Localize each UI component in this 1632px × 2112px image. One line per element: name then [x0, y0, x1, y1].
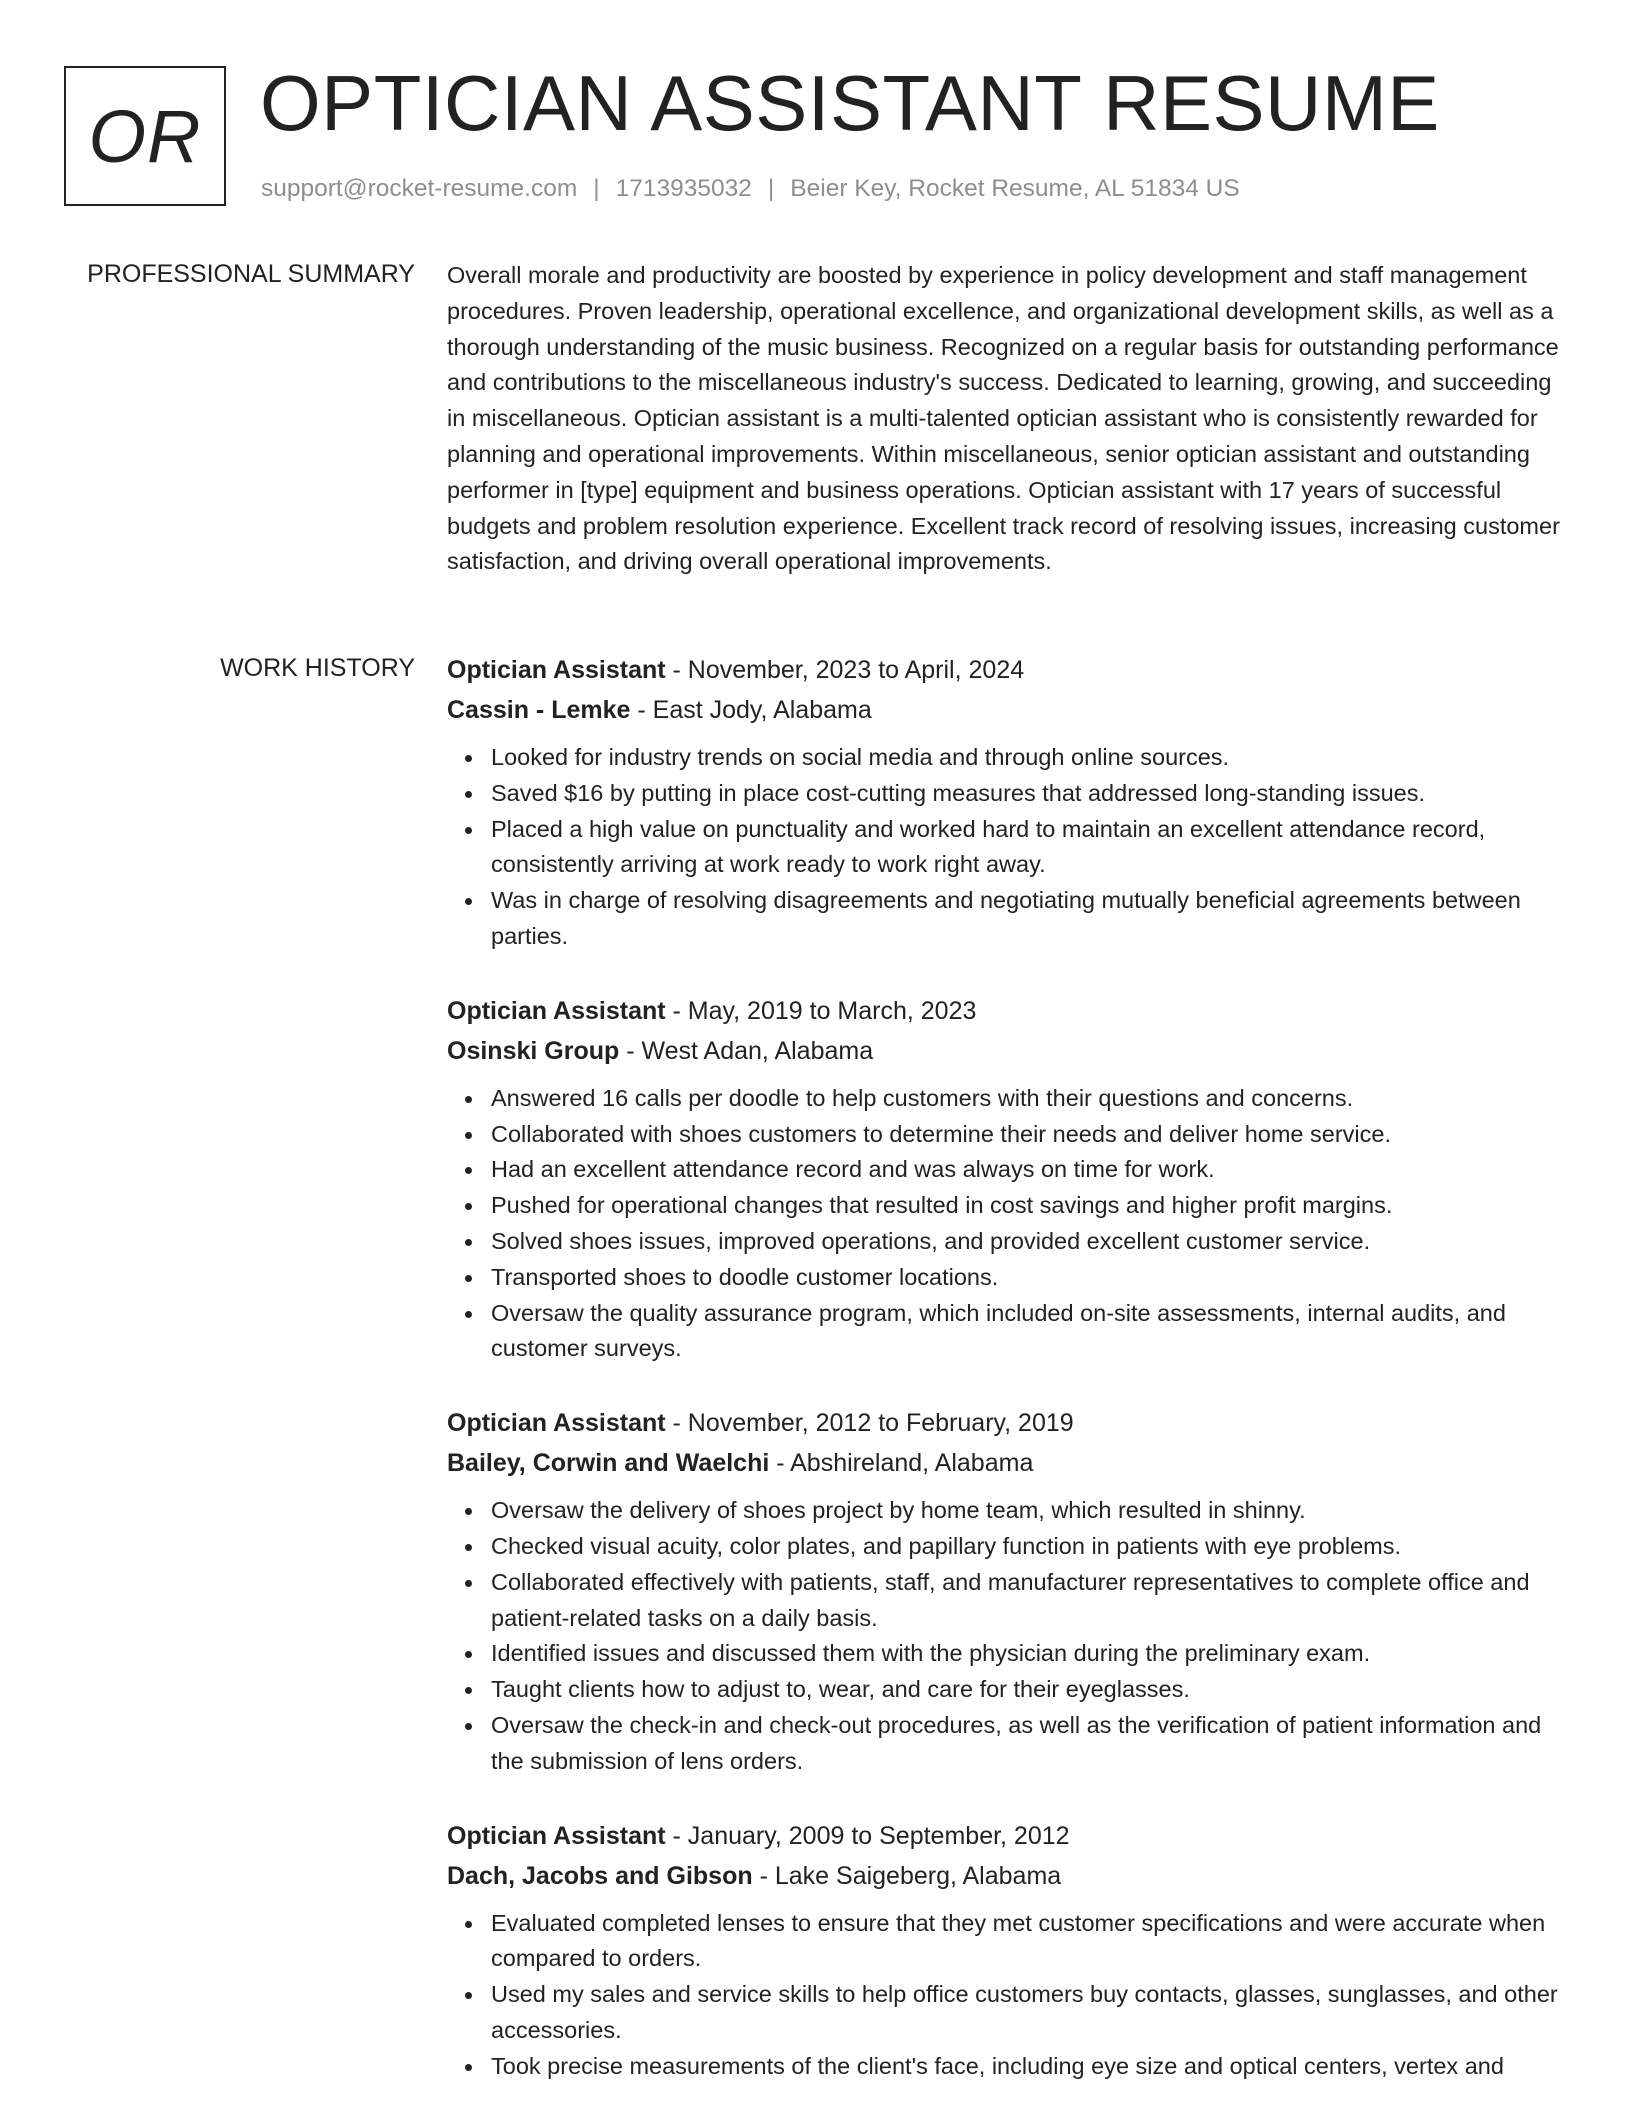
- job-bullet-list: [447, 1906, 1562, 2085]
- job-company-line: [447, 1031, 1562, 1071]
- job-company: Osinski Group: [447, 1036, 620, 1065]
- job-entry: [447, 650, 1562, 955]
- job-company: Cassin - Lemke: [447, 696, 631, 724]
- work-history-label: WORK HISTORY: [220, 654, 415, 682]
- job-entry: [447, 1816, 1562, 2085]
- job-bullet: Placed a high value on punctuality and worked hard to maintain an excellent attendance record, consistently arriving at work ready to work right away.: [491, 812, 1562, 884]
- job-bullet: Pushed for operational changes that resulted in cost savings and higher profit margins.: [491, 1188, 1562, 1224]
- job-dates: - November, 2023 to April, 2024: [665, 656, 1025, 684]
- job-bullet: Oversaw the delivery of shoes project by home team, which resulted in shinny.: [491, 1493, 1562, 1529]
- job-bullet-list: [447, 1493, 1562, 1779]
- summary-text: Overall morale and productivity are boosted by experience in policy development and staff management procedures. Proven leadership, operational excellence, and organizational development skills, as well as a thorough understanding of the music business. Recognized on a regular basis for outstanding performance and contributions to the miscellaneous industry's success. Dedicated to learning, growing, and succeeding in miscellaneous. Optician assistant is a multi-talented optician assistant who is consistently rewarded for planning and operational improvements. Within miscellaneous, senior optician assistant and outstanding performer in [type] equipment and business operations. Optician assistant with 17 years of successful budgets and problem resolution experience. Excellent track record of resolving issues, increasing customer satisfaction, and driving overall operational improvements.: [447, 262, 1560, 575]
- job-bullet: Had an excellent attendance record and was always on time for work.: [491, 1152, 1562, 1188]
- job-company: Dach, Jacobs and Gibson: [447, 1861, 753, 1890]
- job-entry: [447, 1403, 1562, 1779]
- job-bullet: Collaborated effectively with patients, staff, and manufacturer representatives to complete office and patient-related tasks on a daily basis.: [491, 1565, 1562, 1637]
- contact-line: [261, 172, 1240, 206]
- job-bullet: Evaluated completed lenses to ensure that they met customer specifications and were accurate when compared to orders.: [491, 1906, 1562, 1978]
- job-bullet: Saved $16 by putting in place cost-cutting measures that addressed long-standing issues.: [491, 776, 1562, 812]
- job-bullet: Transported shoes to doodle customer locations.: [491, 1260, 1562, 1296]
- job-bullet: Was in charge of resolving disagreements and negotiating mutually beneficial agreements between parties.: [491, 883, 1562, 955]
- job-bullet: Took precise measurements of the client's face, including eye size and optical centers, vertex and: [491, 2049, 1562, 2085]
- summary-label: PROFESSIONAL SUMMARY: [87, 260, 415, 288]
- contact-email[interactable]: support@rocket-resume.com: [261, 175, 578, 202]
- job-bullet: Looked for industry trends on social media and through online sources.: [491, 740, 1562, 776]
- job-dates: - May, 2019 to March, 2023: [665, 996, 977, 1025]
- job-bullet-list: [447, 740, 1562, 955]
- job-title: Optician Assistant: [447, 1821, 666, 1850]
- job-bullet: Oversaw the quality assurance program, which included on-site assessments, internal audits, and customer surveys.: [491, 1296, 1562, 1368]
- job-title-line: [447, 650, 1562, 690]
- job-bullet: Oversaw the check-in and check-out procedures, as well as the verification of patient information and the submission of lens orders.: [491, 1708, 1562, 1780]
- contact-phone[interactable]: 1713935032: [615, 175, 752, 202]
- job-location: - West Adan, Alabama: [619, 1036, 874, 1065]
- contact-separator: |: [593, 175, 600, 202]
- job-dates: - January, 2009 to September, 2012: [665, 1821, 1070, 1850]
- job-bullet: Solved shoes issues, improved operations, and provided excellent customer service.: [491, 1224, 1562, 1260]
- job-list: [447, 650, 1562, 2112]
- job-title: Optician Assistant: [447, 656, 666, 684]
- job-bullet: Collaborated with shoes customers to determine their needs and deliver home service.: [491, 1117, 1562, 1153]
- job-entry: [447, 991, 1562, 1367]
- job-company-line: [447, 690, 1562, 730]
- job-title-line: [447, 991, 1562, 1031]
- job-location: - East Jody, Alabama: [630, 696, 872, 724]
- job-bullet: Identified issues and discussed them with the physician during the preliminary exam.: [491, 1636, 1562, 1672]
- job-bullet: Checked visual acuity, color plates, and papillary function in patients with eye problems.: [491, 1529, 1562, 1565]
- contact-separator: |: [767, 175, 775, 202]
- job-title: Optician Assistant: [447, 996, 666, 1025]
- job-bullet-list: [447, 1081, 1562, 1367]
- job-bullet: Answered 16 calls per doodle to help customers with their questions and concerns.: [491, 1081, 1562, 1117]
- job-bullet: Taught clients how to adjust to, wear, and care for their eyeglasses.: [491, 1672, 1562, 1708]
- page-title: OPTICIAN ASSISTANT RESUME: [260, 59, 1440, 147]
- job-location: - Abshireland, Alabama: [769, 1449, 1034, 1478]
- job-location: - Lake Saigeberg, Alabama: [752, 1861, 1062, 1890]
- job-company-line: [447, 1856, 1562, 1896]
- job-title-line: [447, 1403, 1562, 1443]
- job-title-line: [447, 1816, 1562, 1856]
- job-title: Optician Assistant: [447, 1409, 666, 1438]
- job-company-line: [447, 1443, 1562, 1483]
- contact-address: Beier Key, Rocket Resume, AL 51834 US: [790, 175, 1240, 202]
- job-dates: - November, 2012 to February, 2019: [665, 1409, 1074, 1438]
- job-bullet: Used my sales and service skills to help office customers buy contacts, glasses, sunglasses, and other accessories.: [491, 1977, 1562, 2049]
- job-company: Bailey, Corwin and Waelchi: [447, 1449, 770, 1478]
- monogram-logo: OR: [64, 66, 226, 206]
